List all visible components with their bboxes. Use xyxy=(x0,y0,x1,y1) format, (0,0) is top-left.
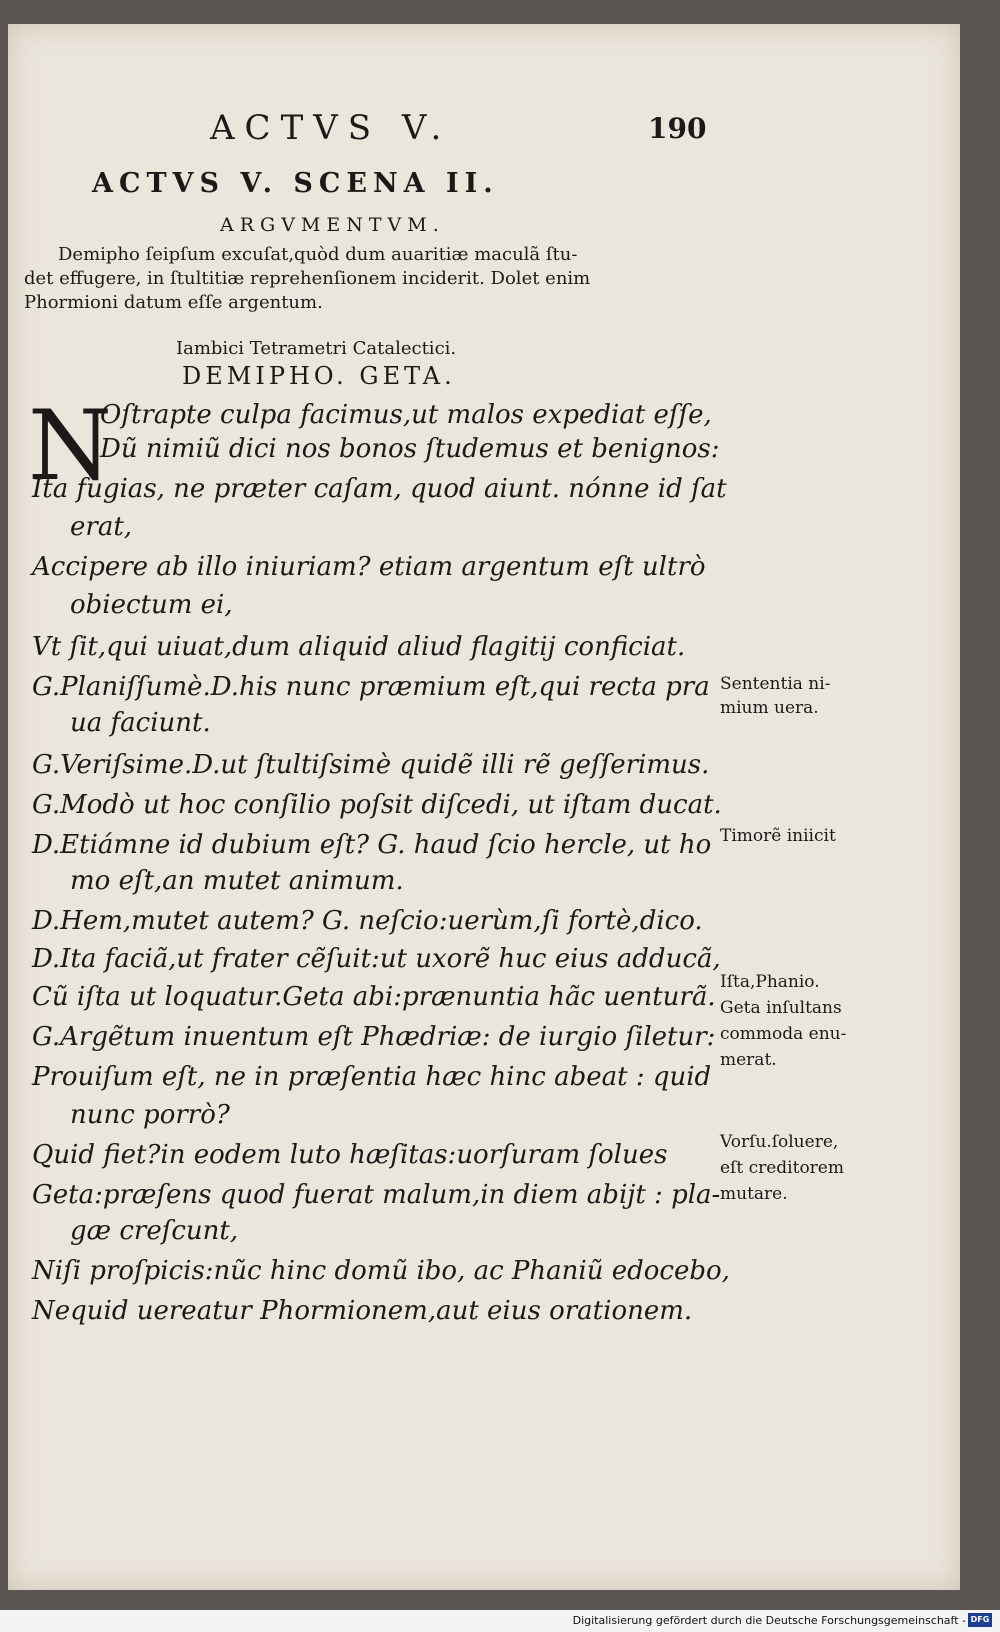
verse-line: Accipere ab illo iniuriam? etiam argentum eſt ultrò xyxy=(32,552,706,582)
verse-line: Dũ nimiũ dici nos bonos ſtudemus et benignos: xyxy=(100,434,720,464)
verse-line: D.Ita faciã,ut frater cẽſuit:ut uxorẽ huc eius adducã, xyxy=(32,944,721,974)
verse-line: Ita fugias, ne præter caſam, quod aiunt. nónne id ſat xyxy=(32,474,727,504)
argument-heading: ARGVMENTVM. xyxy=(220,214,445,236)
verse-line: Quid fiet?in eodem luto hæſitas:uorſuram ſolues xyxy=(32,1140,668,1170)
verse-line: D.Hem,mutet autem? G. neſcio:uerùm,ſi fortè,dico. xyxy=(32,906,703,936)
verse-line: Oſtrapte culpa facimus,ut malos expediat eſſe, xyxy=(100,400,712,430)
argument-line: det effugere, in ſtultitiæ reprehenſionem inciderit. Dolet enim xyxy=(24,268,591,289)
verse-line: Cũ iſta ut loquatur.Geta abi:prænuntia hãc uenturã. xyxy=(32,982,716,1012)
dfg-logo: DFG xyxy=(968,1613,992,1627)
verse-line: ua faciunt. xyxy=(70,708,211,738)
verse-line: obiectum ei, xyxy=(70,590,233,620)
margin-note: mutare. xyxy=(720,1184,788,1204)
margin-note: Iſta,Phanio. xyxy=(720,972,820,992)
margin-note: Sententia ni- xyxy=(720,674,831,694)
margin-note: mium uera. xyxy=(720,698,819,718)
verse-line: G.Veriſsime.D.ut ſtultiſsimè quidẽ illi rẽ geſſerimus. xyxy=(32,750,710,780)
margin-note: commoda enu- xyxy=(720,1024,847,1044)
speakers-heading: DEMIPHO. GETA. xyxy=(182,362,456,390)
margin-note: merat. xyxy=(720,1050,777,1070)
margin-note: Geta inſultans xyxy=(720,998,842,1018)
verse-line: Geta:præſens quod fuerat malum,in diem abijt : pla- xyxy=(32,1180,721,1210)
verse-line: Vt ſit,qui uiuat,dum aliquid aliud flagitij conficiat. xyxy=(32,632,686,662)
argument-line: Demipho ſeipſum excuſat,quòd dum auaritiæ maculã ſtu- xyxy=(58,244,578,265)
verse-line: G.Modò ut hoc conſilio poſsit diſcedi, ut iſtam ducat. xyxy=(32,790,722,820)
running-head: ACTVS V. xyxy=(210,108,452,148)
verse-line: G.Planiſſumè.D.his nunc præmium eſt,qui recta pra xyxy=(32,672,710,702)
verse-line: Prouiſum eſt, ne in præſentia hæc hinc abeat : quid xyxy=(32,1062,712,1092)
margin-note: Timorẽ iniicit xyxy=(720,826,836,846)
verse-line: Nequid uereatur Phormionem,aut eius orationem. xyxy=(32,1296,693,1326)
funding-credit: Digitalisierung gefördert durch die Deutsche Forschungsgemeinschaft - xyxy=(572,1614,966,1627)
meter-line: Iambici Tetrametri Catalectici. xyxy=(176,338,457,359)
margin-note: eſt creditorem xyxy=(720,1158,844,1178)
verse-line: G.Argẽtum inuentum eſt Phædriæ: de iurgio ſiletur: xyxy=(32,1022,716,1052)
verse-line: gæ creſcunt, xyxy=(70,1216,239,1246)
margin-note: Vorſu.ſoluere, xyxy=(720,1132,839,1152)
scene-heading: ACTVS V. SCENA II. xyxy=(92,168,499,199)
verse-line: erat, xyxy=(70,512,133,542)
verse-line: D.Etiámne id dubium eſt? G. haud ſcio hercle, ut ho xyxy=(32,830,712,860)
verse-line: nunc porrò? xyxy=(70,1100,230,1130)
argument-line: Phormioni datum eſſe argentum. xyxy=(24,292,323,313)
drop-initial: N xyxy=(28,390,112,502)
verse-line: Niſi proſpicis:nũc hinc domũ ibo, ac Phaniũ edocebo, xyxy=(32,1256,730,1286)
page-number: 190 xyxy=(648,112,707,145)
verse-line: mo eſt,an mutet animum. xyxy=(70,866,404,896)
